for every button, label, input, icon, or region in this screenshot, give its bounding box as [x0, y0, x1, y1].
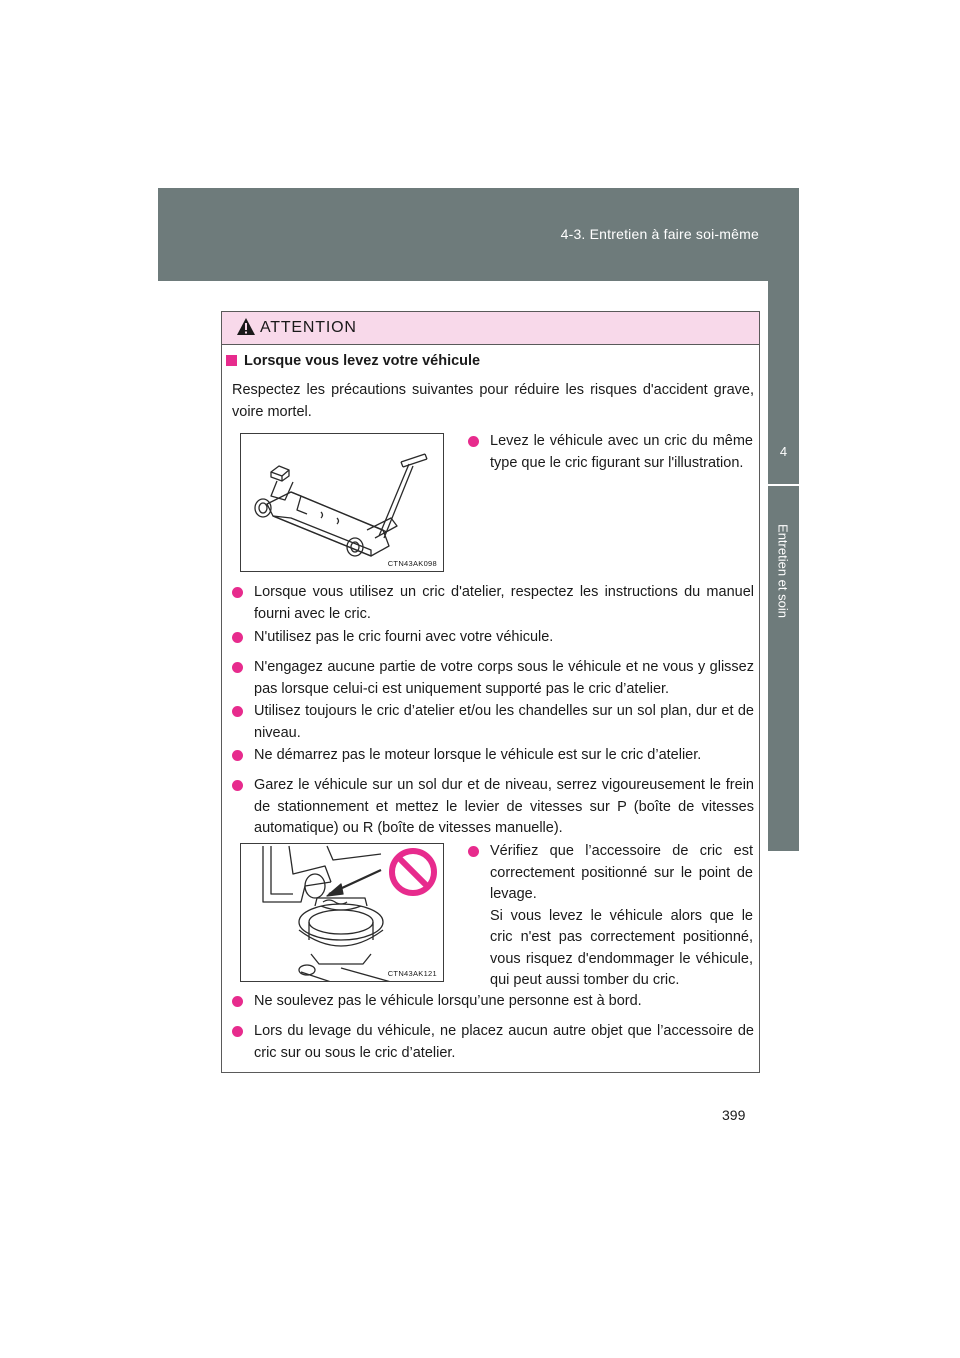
- bullet-icon: [232, 662, 243, 673]
- bullet-item: Levez le véhicule avec un cric du même type que le cric figurant sur l'illustration.: [468, 431, 753, 474]
- bullet-item: Utilisez toujours le cric d’atelier et/ou les chandelles sur un sol plan, dur et de niveau.: [232, 701, 754, 744]
- figure-code: CTN43AK098: [387, 559, 437, 568]
- jack-attachment-figure: [240, 843, 444, 982]
- bullet-item: Garez le véhicule sur un sol dur et de niveau, serrez vigoureusement le frein de stationnement et mettez le levier de vitesses sur P (boîte de vitesses automatique) ou R (boîte de vitesses manuelle).: [232, 775, 754, 840]
- bullet-icon: [232, 706, 243, 717]
- section-header: 4-3. Entretien à faire soi-même: [560, 226, 759, 242]
- bullet-item: Ne soulevez pas le véhicule lorsqu’une personne est à bord.: [232, 991, 754, 1013]
- square-bullet-icon: [226, 355, 237, 366]
- bullet-item: Vérifiez que l’accessoire de cric est correctement positionné sur le point de levage. Si vous levez le véhicule alors que le cric n'est pas correctement positionné, vous risquez d'endommager le véhicule, qui peut aussi tomber du cric.: [468, 841, 753, 992]
- jack-attachment-illustration: [241, 844, 444, 982]
- chapter-side-tab: [768, 281, 799, 851]
- bullet-item: Ne démarrez pas le moteur lorsque le véhicule est sur le cric d’atelier.: [232, 745, 754, 767]
- chapter-tab-divider: [768, 484, 799, 486]
- bullet-icon: [468, 436, 479, 447]
- warning-triangle-icon: [236, 317, 256, 336]
- bullet-item: N'engagez aucune partie de votre corps sous le véhicule et ne vous y glissez pas lorsque celui-ci est uniquement supporté pas le cric d’atelier.: [232, 657, 754, 700]
- floor-jack-illustration: [241, 434, 444, 572]
- header-band: [158, 188, 799, 281]
- bullet-icon: [232, 780, 243, 791]
- bullet-icon: [232, 1026, 243, 1037]
- bullet-item: Lorsque vous utilisez un cric d'atelier, respectez les instructions du manuel fourni avec le cric.: [232, 582, 754, 625]
- bullet-icon: [468, 846, 479, 857]
- intro-paragraph: Respectez les précautions suivantes pour réduire les risques d'accident grave, voire mortel.: [232, 382, 754, 420]
- chapter-title: Entretien et soin: [775, 524, 791, 618]
- bullet-icon: [232, 632, 243, 643]
- warning-label: ATTENTION: [260, 319, 357, 336]
- page-number: 399: [722, 1107, 746, 1123]
- floor-jack-figure: [240, 433, 444, 572]
- figure-code: CTN43AK121: [387, 969, 437, 978]
- section-title: [226, 353, 480, 369]
- bullet-icon: [232, 587, 243, 598]
- section-title-text: Lorsque vous levez votre véhicule: [244, 353, 481, 369]
- bullet-icon: [232, 750, 243, 761]
- warning-box: [221, 311, 760, 1073]
- chapter-number: 4: [779, 444, 788, 459]
- warning-header: [222, 312, 759, 345]
- bullet-icon: [232, 996, 243, 1007]
- bullet-item: N'utilisez pas le cric fourni avec votre véhicule.: [232, 627, 754, 649]
- bullet-item: Lors du levage du véhicule, ne placez aucun autre objet que l’accessoire de cric sur ou sous le cric d’atelier.: [232, 1021, 754, 1064]
